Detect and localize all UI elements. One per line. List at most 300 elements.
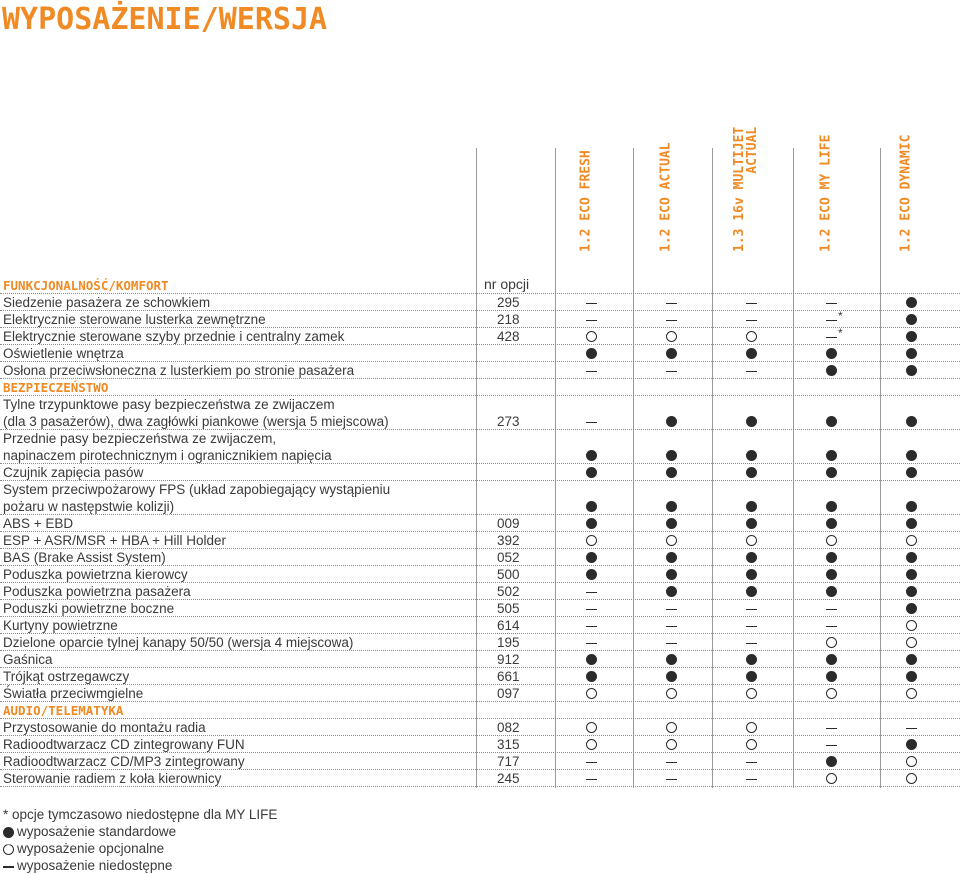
optional-circle-icon xyxy=(906,756,917,767)
dash-icon xyxy=(746,371,757,372)
dash-icon xyxy=(586,320,597,321)
optional-circle-icon xyxy=(666,722,677,733)
availability-cell xyxy=(657,498,687,515)
dash-icon xyxy=(666,643,677,644)
table-row xyxy=(0,566,960,583)
availability-cell xyxy=(657,294,687,311)
standard-dot-icon xyxy=(826,416,837,427)
standard-dot-icon xyxy=(666,348,677,359)
row-label: BAS (Brake Assist System) xyxy=(3,550,166,565)
dash-icon xyxy=(3,860,17,872)
availability-cell xyxy=(897,600,927,617)
availability-cell xyxy=(897,362,927,379)
availability-cell xyxy=(897,651,927,668)
column-header: 1.2 ECO FRESH xyxy=(578,150,594,252)
standard-dot-icon xyxy=(746,518,757,529)
option-number: 500 xyxy=(497,567,520,582)
dash-icon xyxy=(586,609,597,610)
standard-dot-icon xyxy=(906,552,917,563)
column-header: 1.2 ECO ACTUAL xyxy=(658,142,674,252)
availability-cell xyxy=(657,481,687,498)
dash-icon xyxy=(586,592,597,593)
availability-cell xyxy=(737,362,767,379)
standard-dot-icon xyxy=(666,416,677,427)
row-label: Dzielone oparcie tylnej kanapy 50/50 (wersja 4 miejscowa) xyxy=(3,635,354,650)
availability-cell xyxy=(897,634,927,651)
availability-cell xyxy=(897,345,927,362)
column-header: 1.2 ECO MY LIFE xyxy=(818,134,834,252)
row-label: Przystosowanie do montażu radia xyxy=(3,720,206,735)
availability-cell xyxy=(817,498,847,515)
optional-circle-icon xyxy=(586,535,597,546)
table-row xyxy=(0,532,960,549)
table-row xyxy=(0,294,960,311)
availability-cell xyxy=(657,736,687,753)
availability-cell xyxy=(657,651,687,668)
dash-icon xyxy=(826,303,837,304)
standard-dot-icon xyxy=(746,654,757,665)
standard-dot-icon xyxy=(826,365,837,376)
availability-cell xyxy=(657,464,687,481)
availability-cell xyxy=(817,481,847,498)
availability-cell xyxy=(737,498,767,515)
table-row xyxy=(0,413,960,430)
availability-cell xyxy=(817,668,847,685)
availability-cell xyxy=(657,328,687,345)
standard-dot-icon xyxy=(746,416,757,427)
optional-circle-icon xyxy=(906,620,917,631)
row-label: Poduszka powietrzna kierowcy xyxy=(3,567,188,582)
optional-circle-icon xyxy=(666,535,677,546)
dash-icon xyxy=(666,320,677,321)
row-label: ESP + ASR/MSR + HBA + Hill Holder xyxy=(3,533,226,548)
option-number: 052 xyxy=(497,550,520,565)
standard-dot-icon xyxy=(906,739,917,750)
optional-circle-icon xyxy=(906,773,917,784)
table-row xyxy=(0,770,960,787)
standard-dot-icon xyxy=(586,518,597,529)
option-number: 273 xyxy=(497,414,520,429)
availability-cell xyxy=(737,328,767,345)
availability-cell xyxy=(577,600,607,617)
legend-note: * opcje tymczasowo niedostępne dla MY LIFE xyxy=(3,807,278,822)
standard-dot-icon xyxy=(826,552,837,563)
optional-circle-icon xyxy=(826,637,837,648)
availability-cell xyxy=(737,345,767,362)
dash-icon xyxy=(586,762,597,763)
standard-dot-icon xyxy=(666,654,677,665)
table-row xyxy=(0,481,960,498)
availability-cell xyxy=(817,362,847,379)
dash-icon xyxy=(586,371,597,372)
availability-cell xyxy=(897,447,927,464)
option-number: 392 xyxy=(497,533,520,548)
availability-cell xyxy=(897,515,927,532)
optional-circle-icon xyxy=(746,739,757,750)
availability-cell xyxy=(817,634,847,651)
table-row xyxy=(0,549,960,566)
availability-cell xyxy=(577,566,607,583)
optional-circle-icon xyxy=(586,331,597,342)
legend-standard xyxy=(3,823,176,840)
standard-dot-icon xyxy=(666,450,677,461)
row-label: pożaru w następstwie kolizji) xyxy=(3,499,175,514)
availability-cell xyxy=(577,736,607,753)
availability-cell xyxy=(737,447,767,464)
availability-cell xyxy=(737,396,767,413)
standard-dot-icon xyxy=(906,586,917,597)
availability-cell xyxy=(577,464,607,481)
availability-cell xyxy=(577,413,607,430)
availability-cell xyxy=(817,583,847,600)
row-label: Sterowanie radiem z koła kierownicy xyxy=(3,771,222,786)
availability-cell xyxy=(897,532,927,549)
availability-cell xyxy=(817,719,847,736)
standard-dot-icon xyxy=(906,297,917,308)
table-row xyxy=(0,753,960,770)
option-number: 082 xyxy=(497,720,520,735)
availability-cell xyxy=(657,753,687,770)
availability-cell xyxy=(577,294,607,311)
optional-circle-icon xyxy=(826,773,837,784)
optional-circle-icon xyxy=(826,535,837,546)
option-number: 195 xyxy=(497,635,520,650)
legend-unavailable xyxy=(3,857,172,874)
table-row xyxy=(0,464,960,481)
row-label: Przednie pasy bezpieczeństwa ze zwijaczem, xyxy=(3,431,277,446)
availability-cell xyxy=(737,481,767,498)
availability-cell xyxy=(657,770,687,787)
availability-cell xyxy=(897,294,927,311)
dash-icon xyxy=(826,745,837,746)
row-label: Gaśnica xyxy=(3,652,53,667)
standard-dot-icon xyxy=(666,552,677,563)
availability-cell xyxy=(817,770,847,787)
dash-icon xyxy=(826,626,837,627)
availability-cell xyxy=(577,430,607,447)
availability-cell xyxy=(577,345,607,362)
dash-icon xyxy=(746,643,757,644)
row-label: Trójkąt ostrzegawczy xyxy=(3,669,130,684)
asterisk-note: * xyxy=(838,309,843,323)
optional-circle-icon xyxy=(586,722,597,733)
table-row xyxy=(0,736,960,753)
availability-cell xyxy=(577,770,607,787)
availability-cell xyxy=(737,770,767,787)
table-row xyxy=(0,719,960,736)
standard-dot-icon xyxy=(906,450,917,461)
dash-icon xyxy=(586,779,597,780)
availability-cell xyxy=(897,413,927,430)
standard-dot-icon xyxy=(826,671,837,682)
section-title: BEZPIECZEŃSTWO xyxy=(3,380,109,395)
standard-dot-icon xyxy=(906,654,917,665)
availability-cell xyxy=(817,600,847,617)
availability-cell xyxy=(817,566,847,583)
optional-circle-icon xyxy=(746,331,757,342)
availability-cell xyxy=(577,515,607,532)
standard-dot-icon xyxy=(746,348,757,359)
availability-cell xyxy=(657,515,687,532)
availability-cell xyxy=(657,600,687,617)
row-label: (dla 3 pasażerów), dwa zagłówki piankowe (wersja 5 miejscowa) xyxy=(3,414,389,429)
availability-cell xyxy=(657,413,687,430)
section-title: FUNKCJONALNOŚĆ/KOMFORT xyxy=(3,278,169,293)
optional-circle-icon xyxy=(666,331,677,342)
standard-dot-icon xyxy=(586,654,597,665)
option-number: 502 xyxy=(497,584,520,599)
standard-dot-icon xyxy=(906,603,917,614)
standard-dot-icon xyxy=(906,331,917,342)
availability-cell xyxy=(897,617,927,634)
availability-cell xyxy=(657,566,687,583)
availability-cell xyxy=(897,311,927,328)
dash-icon xyxy=(906,728,917,729)
dash-icon xyxy=(746,609,757,610)
availability-cell xyxy=(737,600,767,617)
availability-cell xyxy=(737,566,767,583)
availability-cell xyxy=(737,719,767,736)
dash-icon xyxy=(826,609,837,610)
availability-cell xyxy=(817,464,847,481)
availability-cell xyxy=(737,736,767,753)
optional-circle-icon xyxy=(746,688,757,699)
availability-cell xyxy=(737,685,767,702)
availability-cell xyxy=(897,549,927,566)
nr-opcji-header: nr opcji xyxy=(484,276,530,292)
availability-cell xyxy=(657,634,687,651)
standard-dot-icon xyxy=(826,467,837,478)
availability-cell xyxy=(897,498,927,515)
availability-cell xyxy=(817,617,847,634)
availability-cell xyxy=(897,736,927,753)
availability-cell xyxy=(897,583,927,600)
dash-icon xyxy=(746,303,757,304)
dash-icon xyxy=(826,337,837,338)
section-header xyxy=(0,379,960,396)
row-label: Radioodtwarzacz CD zintegrowany FUN xyxy=(3,737,245,752)
section-title: AUDIO/TELEMATYKA xyxy=(3,703,124,718)
section-header xyxy=(0,277,960,294)
availability-cell xyxy=(657,396,687,413)
optional-circle-icon xyxy=(586,688,597,699)
standard-dot-icon xyxy=(746,586,757,597)
availability-cell xyxy=(577,447,607,464)
standard-dot-icon xyxy=(666,586,677,597)
page-title: WYPOSAŻENIE/WERSJA xyxy=(2,2,328,37)
column-header: 1.2 ECO DYNAMIC xyxy=(898,134,914,252)
availability-cell xyxy=(657,532,687,549)
availability-cell xyxy=(737,294,767,311)
asterisk-note: * xyxy=(838,326,843,340)
standard-dot-icon xyxy=(906,365,917,376)
optional-circle-icon xyxy=(666,688,677,699)
standard-dot-icon xyxy=(746,450,757,461)
standard-dot-icon xyxy=(826,569,837,580)
table-row xyxy=(0,515,960,532)
legend-optional-label: wyposażenie opcjonalne xyxy=(17,841,165,856)
standard-dot-icon xyxy=(906,518,917,529)
availability-cell xyxy=(577,617,607,634)
availability-cell xyxy=(817,413,847,430)
table-row xyxy=(0,600,960,617)
option-number: 295 xyxy=(497,295,520,310)
standard-dot-icon xyxy=(826,450,837,461)
option-number: 315 xyxy=(497,737,520,752)
availability-cell xyxy=(897,770,927,787)
availability-cell xyxy=(737,430,767,447)
availability-cell xyxy=(737,617,767,634)
availability-cell xyxy=(657,447,687,464)
availability-cell xyxy=(897,464,927,481)
availability-cell xyxy=(737,549,767,566)
row-label: Osłona przeciwsłoneczna z lusterkiem po stronie pasażera xyxy=(3,363,355,378)
availability-cell xyxy=(897,430,927,447)
availability-cell xyxy=(817,430,847,447)
availability-cell xyxy=(577,668,607,685)
row-label: Poduszka powietrzna pasażera xyxy=(3,584,191,599)
legend-unavailable-label: wyposażenie niedostępne xyxy=(17,858,173,873)
availability-cell xyxy=(657,668,687,685)
standard-dot-icon xyxy=(586,348,597,359)
standard-dot-icon xyxy=(906,501,917,512)
option-number: 245 xyxy=(497,771,520,786)
availability-cell xyxy=(737,583,767,600)
availability-cell xyxy=(577,685,607,702)
option-number: 097 xyxy=(497,686,520,701)
standard-dot-icon xyxy=(746,552,757,563)
availability-cell xyxy=(897,668,927,685)
dash-icon xyxy=(746,762,757,763)
row-label: Tylne trzypunktowe pasy bezpieczeństwa ze zwijaczem xyxy=(3,397,335,412)
optional-circle-icon xyxy=(906,637,917,648)
optional-circle-icon xyxy=(906,688,917,699)
availability-cell xyxy=(577,362,607,379)
optional-circle-icon xyxy=(826,688,837,699)
row-label: Elektrycznie sterowane lusterka zewnętrzne xyxy=(3,312,266,327)
dash-icon xyxy=(586,303,597,304)
availability-cell xyxy=(657,345,687,362)
dash-icon xyxy=(826,320,837,321)
availability-cell xyxy=(737,668,767,685)
option-number: 614 xyxy=(497,618,520,633)
availability-cell xyxy=(577,651,607,668)
standard-dot-icon xyxy=(666,518,677,529)
standard-dot-icon xyxy=(746,671,757,682)
availability-cell xyxy=(657,719,687,736)
standard-dot-icon xyxy=(666,501,677,512)
dash-icon xyxy=(666,609,677,610)
optional-circle-icon xyxy=(666,739,677,750)
dash-icon xyxy=(666,762,677,763)
availability-cell xyxy=(897,566,927,583)
table-row xyxy=(0,396,960,413)
standard-dot-icon xyxy=(3,826,17,838)
availability-cell xyxy=(817,515,847,532)
standard-dot-icon xyxy=(906,569,917,580)
section-header xyxy=(0,702,960,719)
row-label: System przeciwpożarowy FPS (układ zapobiegający wystąpieniu xyxy=(3,482,391,497)
standard-dot-icon xyxy=(746,501,757,512)
availability-cell xyxy=(577,311,607,328)
availability-cell xyxy=(577,481,607,498)
row-label: Kurtyny powietrzne xyxy=(3,618,118,633)
option-number: 505 xyxy=(497,601,520,616)
availability-cell xyxy=(817,753,847,770)
availability-cell xyxy=(737,464,767,481)
standard-dot-icon xyxy=(666,467,677,478)
dash-icon xyxy=(666,371,677,372)
table-row xyxy=(0,362,960,379)
availability-cell xyxy=(657,430,687,447)
availability-cell xyxy=(817,736,847,753)
availability-cell xyxy=(657,685,687,702)
standard-dot-icon xyxy=(586,501,597,512)
standard-dot-icon xyxy=(906,671,917,682)
optional-circle-icon xyxy=(906,535,917,546)
row-label: napinaczem pirotechnicznym i ogranicznikiem napięcia xyxy=(3,448,332,463)
optional-circle-icon xyxy=(3,843,17,855)
standard-dot-icon xyxy=(586,450,597,461)
availability-cell xyxy=(657,311,687,328)
availability-cell xyxy=(577,634,607,651)
standard-dot-icon xyxy=(586,569,597,580)
table-row xyxy=(0,498,960,515)
table-row xyxy=(0,311,960,328)
row-label: Radioodtwarzacz CD/MP3 zintegrowany xyxy=(3,754,245,769)
row-label: Siedzenie pasażera ze schowkiem xyxy=(3,295,211,310)
dash-icon xyxy=(586,643,597,644)
standard-dot-icon xyxy=(746,569,757,580)
optional-circle-icon xyxy=(746,722,757,733)
option-number: 717 xyxy=(497,754,520,769)
availability-cell xyxy=(817,549,847,566)
standard-dot-icon xyxy=(666,569,677,580)
row-label: Światła przeciwmgielne xyxy=(3,686,144,701)
option-number: 218 xyxy=(497,312,520,327)
dash-icon xyxy=(666,779,677,780)
optional-circle-icon xyxy=(746,535,757,546)
availability-cell xyxy=(657,549,687,566)
table-row xyxy=(0,685,960,702)
availability-cell xyxy=(577,549,607,566)
table-row xyxy=(0,651,960,668)
availability-cell xyxy=(737,532,767,549)
standard-dot-icon xyxy=(826,654,837,665)
availability-cell xyxy=(817,685,847,702)
standard-dot-icon xyxy=(826,348,837,359)
table-row xyxy=(0,617,960,634)
availability-cell xyxy=(577,532,607,549)
availability-cell xyxy=(577,753,607,770)
standard-dot-icon xyxy=(906,416,917,427)
table-row xyxy=(0,583,960,600)
table-row xyxy=(0,634,960,651)
dash-icon xyxy=(666,626,677,627)
availability-cell xyxy=(737,515,767,532)
optional-circle-icon xyxy=(586,739,597,750)
row-label: Oświetlenie wnętrza xyxy=(3,346,124,361)
legend-optional xyxy=(3,840,164,857)
table-row xyxy=(0,328,960,345)
standard-dot-icon xyxy=(826,518,837,529)
row-label: Elektrycznie sterowane szyby przednie i centralny zamek xyxy=(3,329,345,344)
standard-dot-icon xyxy=(826,586,837,597)
availability-cell xyxy=(897,685,927,702)
row-label: Czujnik zapięcia pasów xyxy=(3,465,144,480)
availability-cell xyxy=(737,311,767,328)
standard-dot-icon xyxy=(746,467,757,478)
